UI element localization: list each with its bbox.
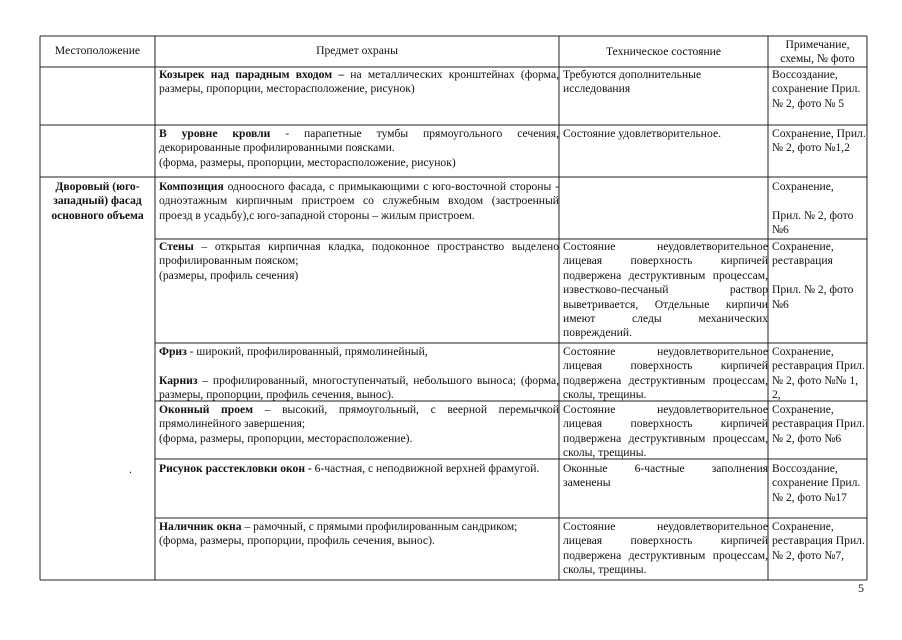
subject-cell bbox=[155, 462, 559, 476]
subject-cell bbox=[155, 68, 559, 97]
location-cell: Дворовый (юго-западный) фасад основного объема bbox=[51, 180, 144, 222]
subject-text: – рамочный, с прямыми профилированным сандриком; bbox=[241, 520, 518, 533]
notes-cell: Воссоздание, сохранение Прил. № 2, фото №17 bbox=[772, 462, 861, 504]
condition-cell: Состояние неудовлетворительное лицевая поверхность кирпичей подвержена деструктивным процессам, сколы, трещины. bbox=[563, 345, 768, 402]
subject-text: - парапетные тумбы прямоугольного сечения, декорированные профилированными поясками. bbox=[159, 127, 559, 155]
subject-title: Козырек над парадным входом – bbox=[159, 68, 345, 81]
subject-title: Наличник окна bbox=[159, 520, 242, 533]
notes-cell bbox=[768, 240, 867, 312]
notes-cell: Сохранение, Прил. № 2, фото №1,2 bbox=[772, 127, 866, 155]
subject-text-2: – профилированный, многоступенчатый, небольшого выноса; (форма, размеры, пропорции, профиль сечения, вынос). bbox=[159, 373, 559, 402]
condition-cell: Состояние неудовлетворительное лицевая поверхность кирпичей подвержена деструктивным процессам, известково-песчаный раствор выветривается, Отдельные кирпичи имеют следы механических повреждений. bbox=[563, 240, 768, 340]
condition-cell: Оконные 6-частные заполнения заменены bbox=[563, 462, 768, 490]
notes-ref: Прил. № 2, фото №6 bbox=[772, 283, 854, 311]
notes-cell: Сохранение, реставрация Прил. № 2, фото №6 bbox=[772, 403, 865, 445]
subject-title: Композиция bbox=[159, 180, 224, 193]
header-notes: Примечание, схемы, № фото bbox=[780, 38, 855, 66]
condition-cell: Состояние неудовлетворительное лицевая поверхность кирпичей подвержена деструктивным процессам, сколы, трещины. bbox=[563, 520, 768, 577]
subject-title: Стены bbox=[159, 240, 194, 253]
subject-title: Фриз bbox=[159, 345, 187, 358]
subject-extra: (размеры, профиль сечения) bbox=[159, 268, 299, 282]
subject-cell bbox=[155, 403, 559, 446]
notes-cell: Воссоздание, сохранение Прил. № 2, фото № 5 bbox=[772, 68, 861, 110]
header-subject: Предмет охраны bbox=[316, 44, 398, 57]
condition-cell: Требуются дополнительные исследования bbox=[563, 68, 702, 96]
subject-title: В уровне кровли bbox=[159, 127, 271, 140]
subject-title-2: Карниз bbox=[159, 373, 198, 387]
subject-title: Рисунок расстекловки окон - bbox=[159, 462, 312, 475]
subject-cell bbox=[155, 240, 559, 283]
notes-ref: Прил. № 2, фото №6 bbox=[772, 208, 854, 237]
subject-text: – открытая кирпичная кладка, подоконное пространство выделено профилированным пояском; bbox=[159, 240, 559, 268]
subject-text: на металлических кронштейнах (форма, размеры, пропорции, месторасположение, рисунок) bbox=[159, 68, 559, 96]
notes-cell: Сохранение, реставрация Прил. № 2, фото №№ 1, 2, bbox=[772, 345, 865, 402]
header-location: Местоположение bbox=[54, 44, 141, 57]
condition-cell: Состояние неудовлетворительное лицевая поверхность кирпичей подвержена деструктивным процессам, сколы, трещины. bbox=[563, 403, 768, 460]
subject-text: – высокий, прямоугольный, с веерной перемычкой прямолинейного завершения; bbox=[159, 403, 559, 431]
subject-title: Оконный проем bbox=[159, 403, 254, 416]
subject-text: 6-частная, с неподвижной верхней фрамугой. bbox=[311, 462, 540, 475]
subject-cell bbox=[155, 345, 559, 403]
subject-cell bbox=[155, 520, 559, 549]
subject-text: - широкий, профилированный, прямолинейный, bbox=[186, 345, 428, 358]
subject-extra: (форма, размеры, пропорции, месторасположение, рисунок) bbox=[159, 155, 456, 169]
stray-mark: . bbox=[129, 462, 132, 476]
header-condition: Техническое состояние bbox=[605, 45, 722, 58]
subject-cell bbox=[155, 180, 559, 223]
subject-extra: (форма, размеры, пропорции, профиль сечения, вынос). bbox=[159, 534, 435, 548]
notes-action: Сохранение, реставрация bbox=[772, 240, 834, 268]
subject-text: одноосного фасада, с примыкающими с юго-восточной стороны - одноэтажным кирпичным пристроем со служебным входом (застроенный проезд в усадьбу),с юго-западной стороны – жилым пристроем. bbox=[159, 180, 559, 222]
subject-extra: (форма, размеры, пропорции, месторасположение). bbox=[159, 431, 413, 445]
page-number: 5 bbox=[858, 581, 864, 595]
notes-action: Сохранение, bbox=[772, 180, 834, 193]
condition-cell: Состояние удовлетворительное. bbox=[563, 127, 721, 140]
notes-cell: Сохранение, реставрация Прил. № 2, фото №7, bbox=[772, 520, 865, 562]
subject-cell bbox=[155, 127, 559, 170]
notes-cell bbox=[768, 180, 867, 238]
